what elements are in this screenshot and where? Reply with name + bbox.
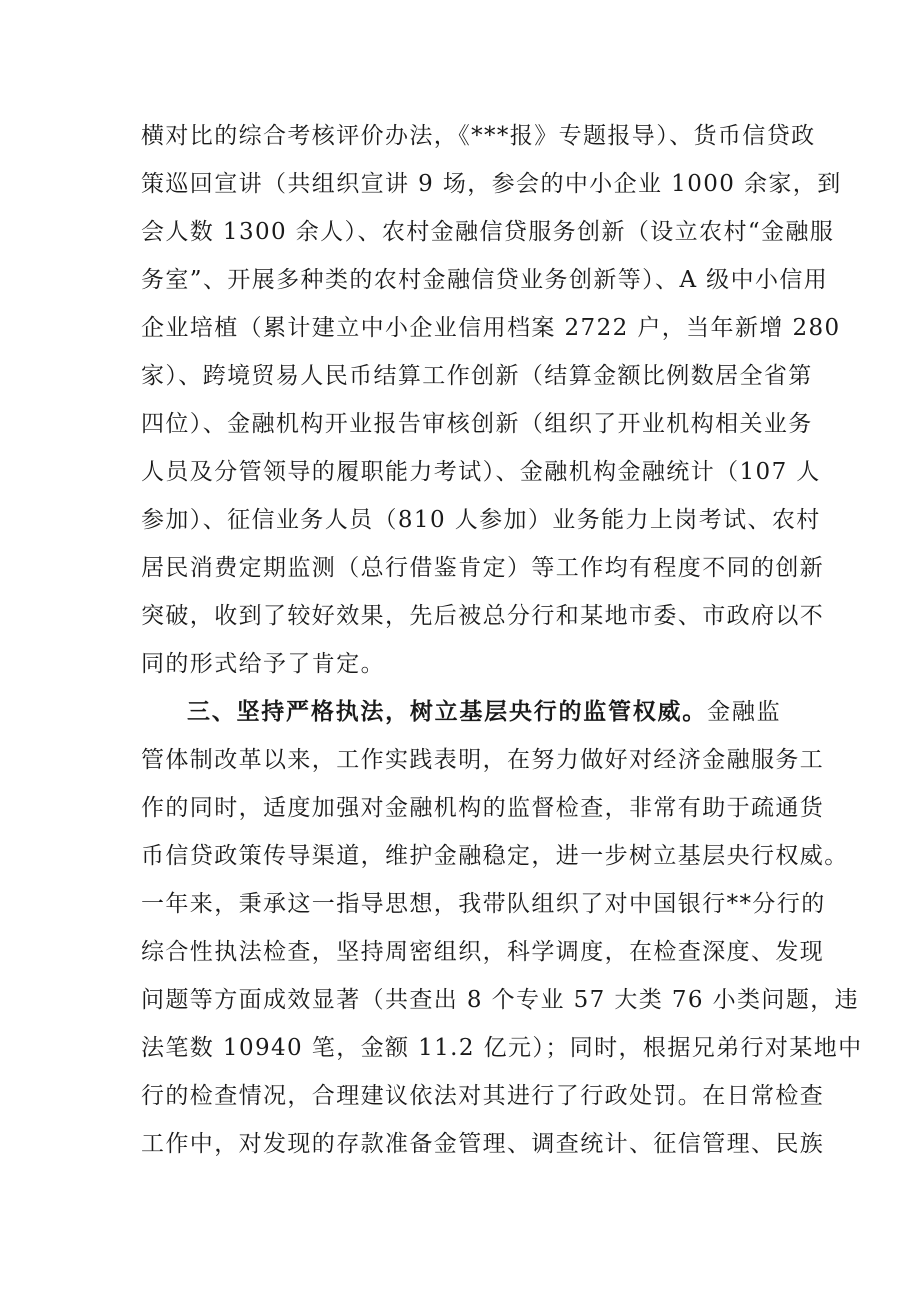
- paragraph-line: 参加）、征信业务人员（810 人参加）业务能力上岗考试、农村: [141, 507, 821, 533]
- paragraph-line: 会人数 1300 余人）、农村金融信贷服务创新（设立农村“金融服: [141, 219, 835, 245]
- paragraph-line: 同的形式给予了肯定。: [141, 651, 385, 677]
- paragraph-line: 家）、跨境贸易人民币结算工作创新（结算金额比例数居全省第: [141, 363, 813, 389]
- section-heading: 三、坚持严格执法，树立基层央行的监管权威。: [187, 699, 708, 725]
- section-heading-line: [141, 688, 781, 736]
- paragraph-line: 务室”、开展多种类的农村金融信贷业务创新等）、A 级中小信用: [141, 267, 829, 293]
- paragraph-line: 企业培植（累计建立中小企业信用档案 2722 户，当年新增 280: [141, 315, 841, 341]
- paragraph-line: 策巡回宣讲（共组织宣讲 9 场，参会的中小企业 1000 余家，到: [141, 171, 842, 197]
- paragraph-line: 综合性执法检查，坚持周密组织，科学调度，在检查深度、发现: [141, 939, 825, 965]
- paragraph-line: 人员及分管领导的履职能力考试）、金融机构金融统计（107 人: [141, 459, 821, 485]
- paragraph-line: 一年来，秉承这一指导思想，我带队组织了对中国银行**分行的: [141, 891, 826, 917]
- paragraph-line: 行的检查情况，合理建议依法对其进行了行政处罚。在日常检查: [141, 1083, 825, 1109]
- paragraph-line: 工作中，对发现的存款准备金管理、调查统计、征信管理、民族: [141, 1131, 825, 1157]
- paragraph-line: 作的同时，适度加强对金融机构的监督检查，非常有助于疏通货: [141, 795, 825, 821]
- paragraph-line: 问题等方面成效显著（共查出 8 个专业 57 大类 76 小类问题，违: [141, 987, 860, 1013]
- section-heading-tail: 金融监: [707, 699, 781, 725]
- paragraph-line: 横对比的综合考核评价办法，《***报》专题报导）、货币信贷政: [141, 123, 816, 149]
- paragraph-line: 突破，收到了较好效果，先后被总分行和某地市委、市政府以不: [141, 603, 825, 629]
- paragraph-line: 币信贷政策传导渠道，维护金融稳定，进一步树立基层央行权威。: [141, 843, 849, 869]
- paragraph-line: 居民消费定期监测（总行借鉴肯定）等工作均有程度不同的创新: [141, 555, 825, 581]
- paragraph-line: 管体制改革以来，工作实践表明，在努力做好对经济金融服务工: [141, 747, 825, 773]
- paragraph-line: 四位）、金融机构开业报告审核创新（组织了开业机构相关业务: [141, 411, 813, 437]
- document-body: [141, 112, 863, 1168]
- paragraph-line: 法笔数 10940 笔，金额 11.2 亿元）；同时，根据兄弟行对某地中: [141, 1035, 863, 1061]
